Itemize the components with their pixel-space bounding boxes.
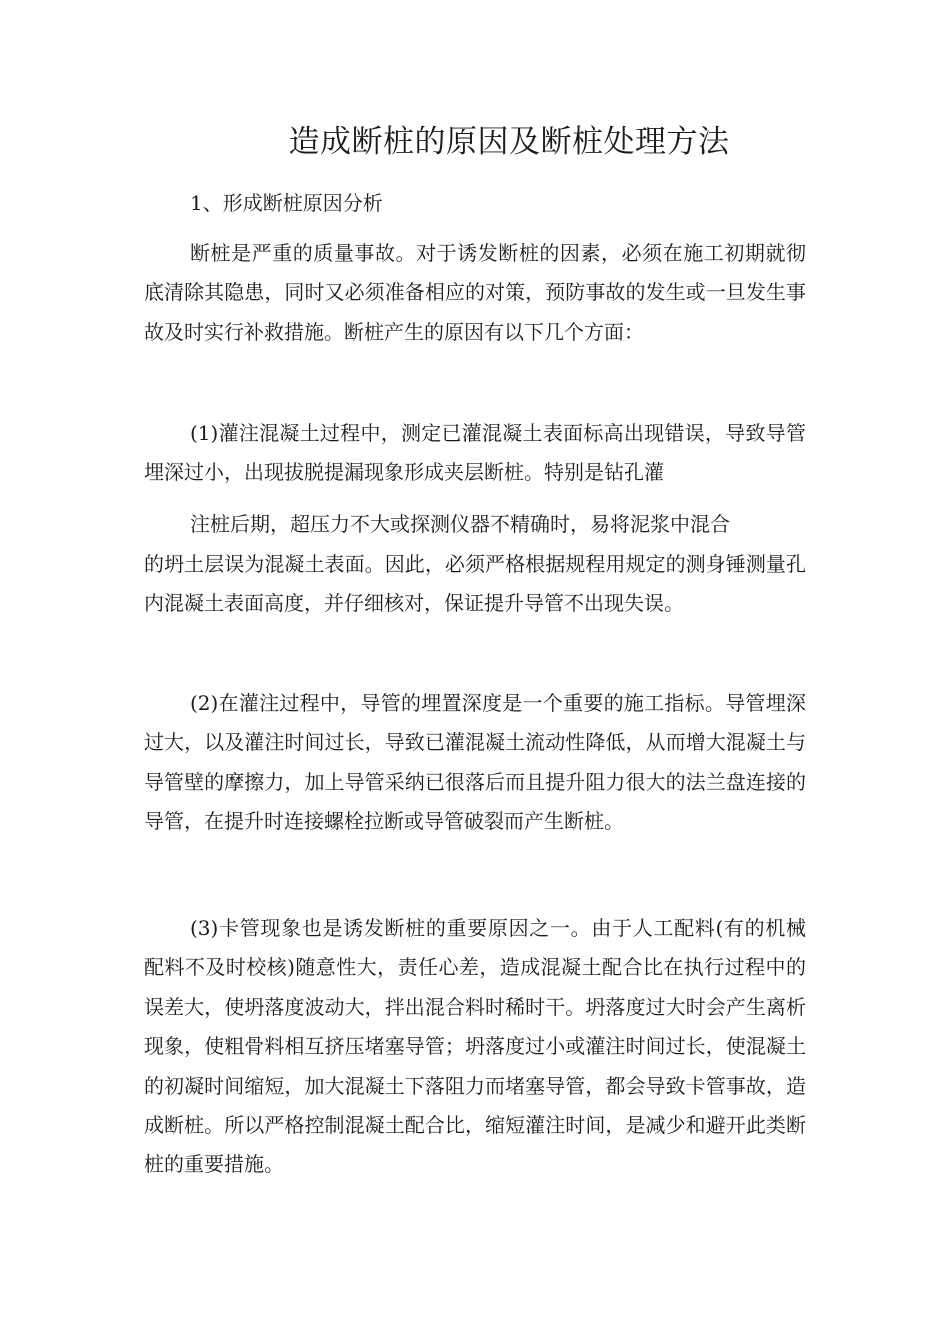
paragraph-cause-3: (3)卡管现象也是诱发断桩的重要原因之一。由于人工配料(有的机械配料不及时校核)随意性大，责任心差，造成混凝土配合比在执行过程中的误差大，使坍落度波动大，拌出混合料时稀时干。坍落度过大时会产生离析现象，使粗骨料相互挤压堵塞导管；坍落度过小或灌注时间过长，使混凝土的初凝时间缩短，加大混凝土下落阻力而堵塞导管，都会导致卡管事故，造成断桩。所以严格控制混凝土配合比，缩短灌注时间，是减少和避开此类断桩的重要措施。 [144, 916, 806, 1177]
document-title: 造成断桩的原因及断桩处理方法 [288, 124, 730, 160]
paragraph-cause-2: (2)在灌注过程中，导管的埋置深度是一个重要的施工指标。导管埋深过大，以及灌注时间过长，导致已灌混凝土流动性降低，从而增大混凝土与导管壁的摩擦力，加上导管采纳已很落后而且提升阻力很大的法兰盘连接的导管，在提升时连接螺栓拉断或导管破裂而产生断桩。 [144, 691, 806, 834]
paragraph-cause-1-continued: 的坍土层误为混凝土表面。因此，必须严格根据规程用规定的测身锤测量孔内混凝土表面高度，并仔细核对，保证提升导管不出现失误。 [144, 552, 806, 616]
paragraph-cause-1-continued-line: 注桩后期，超压力不大或探测仪器不精确时，易将泥浆中混合 [190, 512, 730, 536]
paragraph-intro: 断桩是严重的质量事故。对于诱发断桩的因素，必须在施工初期就彻底清除其隐患，同时又必须准备相应的对策，预防事故的发生或一旦发生事故及时实行补救措施。断桩产生的原因有以下几个方面： [144, 241, 806, 344]
paragraph-cause-1: (1)灌注混凝土过程中，测定已灌混凝土表面标高出现错误，导致导管埋深过小，出现拔脱提漏现象形成夹层断桩。特别是钻孔灌 [144, 421, 806, 485]
section-heading: 1、形成断桩原因分析 [190, 191, 383, 215]
